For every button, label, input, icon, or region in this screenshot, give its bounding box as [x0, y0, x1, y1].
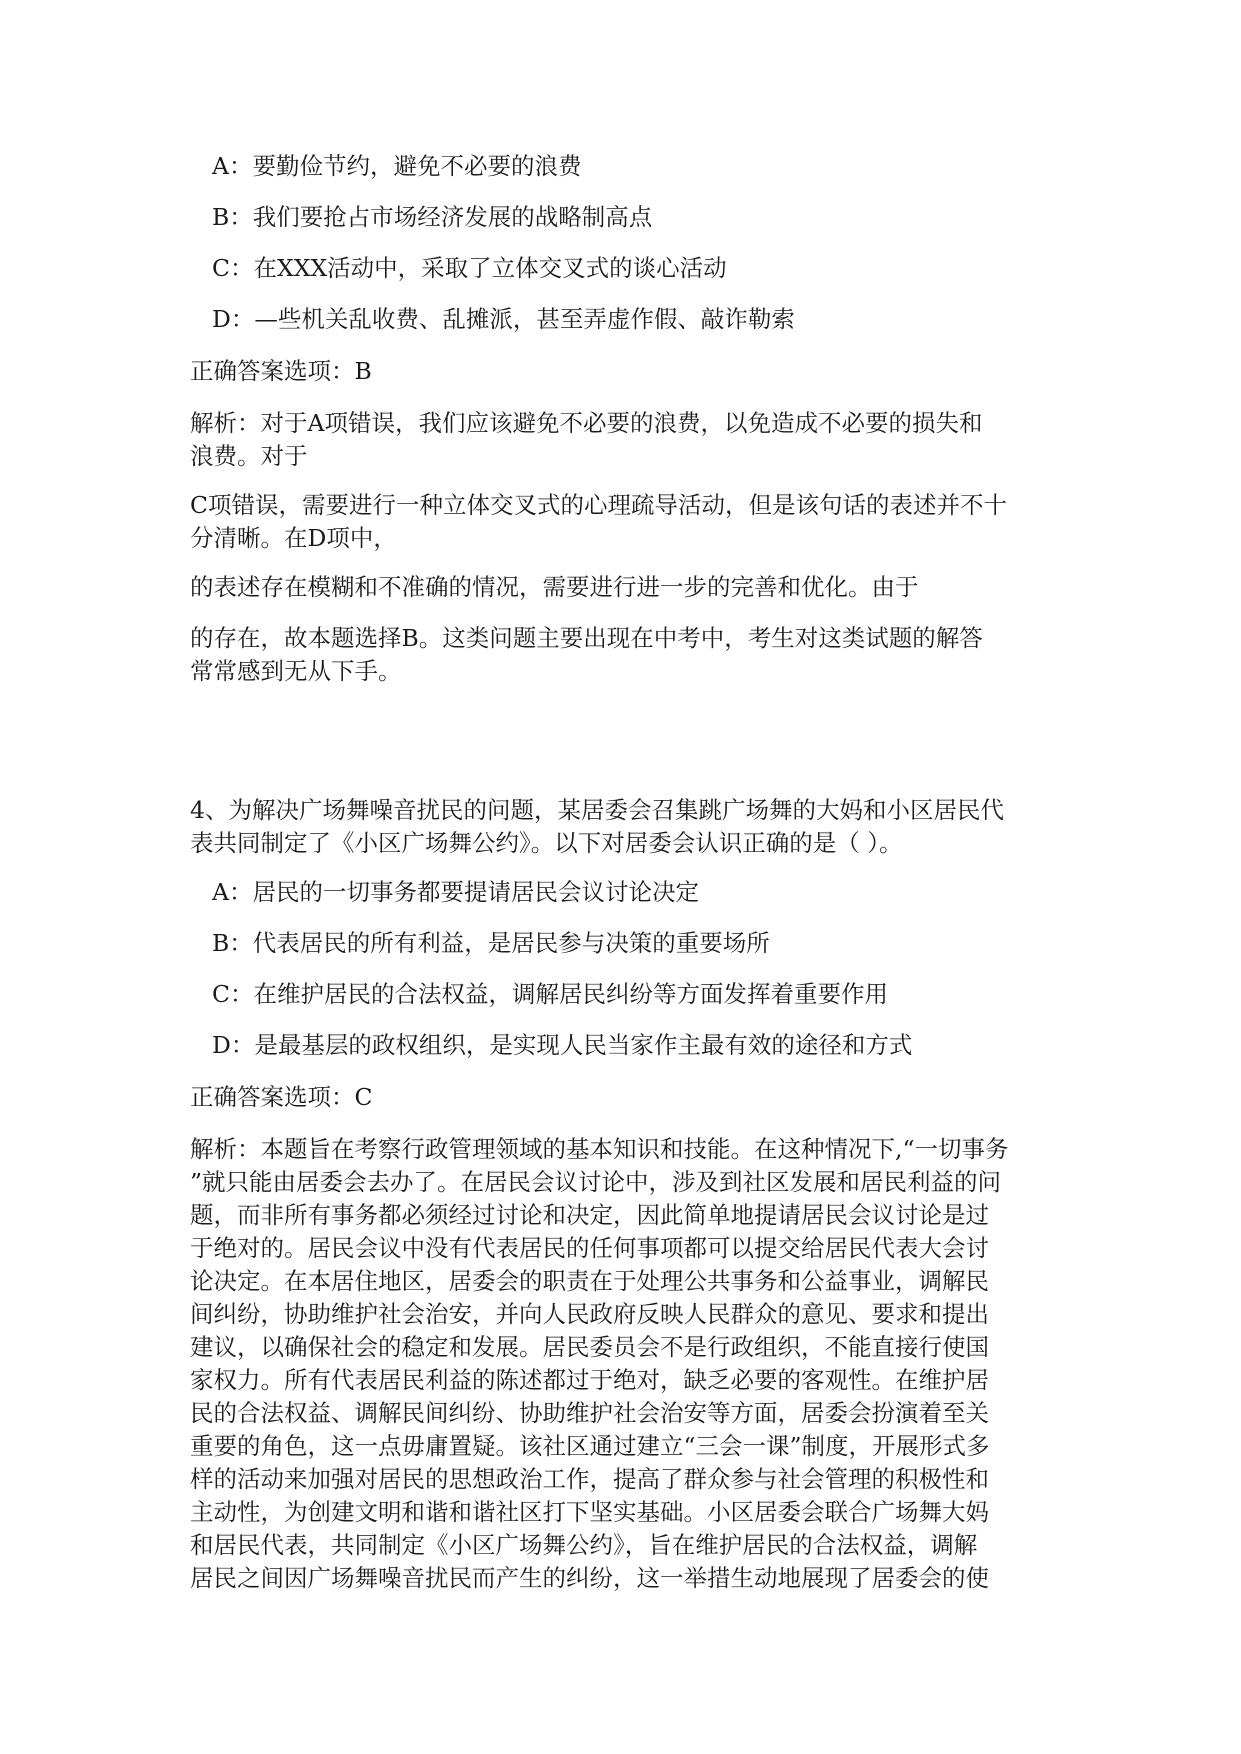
q4-question-line: 4、为解决广场舞噪音扰民的问题，某居委会召集跳广场舞的大妈和小区居民代 [190, 796, 1004, 824]
q4-analysis-line: 居民之间因广场舞噪音扰民而产生的纠纷，这一举措生动地展现了居委会的使 [190, 1564, 989, 1592]
q4-analysis-line: 主动性，为创建文明和谐和谐社区打下坚实基础。小区居委会联合广场舞大妈 [190, 1498, 989, 1526]
q4-question [190, 794, 1070, 860]
q3-analysis-paragraph [190, 622, 1070, 688]
q3-answer: 正确答案选项：B [190, 357, 372, 385]
q3-analysis-line: C项错误，需要进行一种立体交叉式的心理疏导活动，但是该句话的表述并不十 [190, 491, 1007, 519]
q4-option-d: D：是最基层的政权组织，是实现人民当家作主最有效的途径和方式 [212, 1031, 913, 1059]
q4-option-c: C：在维护居民的合法权益，调解居民纠纷等方面发挥着重要作用 [212, 980, 888, 1008]
q4-answer: 正确答案选项：C [190, 1083, 373, 1111]
q3-analysis-paragraph [190, 571, 1070, 604]
q3-analysis-line: 常常感到无从下手。 [190, 657, 402, 685]
q3-option-c: C：在XXX活动中，采取了立体交叉式的谈心活动 [212, 254, 727, 282]
q4-analysis-line: 民的合法权益、调解民间纠纷、协助维护社会治安等方面，居委会扮演着至关 [190, 1399, 989, 1427]
q4-analysis-line: 样的活动来加强对居民的思想政治工作，提高了群众参与社会管理的积极性和 [190, 1465, 989, 1493]
q4-analysis-line: 论决定。在本居住地区，居委会的职责在于处理公共事务和公益事业，调解民 [190, 1267, 989, 1295]
q3-option-a: A：要勤俭节约，避免不必要的浪费 [212, 152, 582, 180]
q3-analysis-line: 浪费。对于 [190, 442, 308, 470]
q4-analysis-line: 题，而非所有事务都必须经过讨论和决定，因此简单地提请居民会议讨论是过 [190, 1201, 989, 1229]
q3-analysis-line: 分清晰。在D项中， [190, 524, 397, 552]
q4-analysis-paragraph [190, 1133, 1070, 1595]
q3-analysis-paragraph [190, 489, 1070, 555]
q3-analysis-line: 的存在，故本题选择B。这类问题主要出现在中考中，考生对这类试题的解答 [190, 624, 983, 652]
q4-analysis-line: 间纠纷，协助维护社会治安，并向人民政府反映人民群众的意见、要求和提出 [190, 1300, 989, 1328]
q4-option-a: A：居民的一切事务都要提请居民会议讨论决定 [212, 878, 699, 906]
q4-analysis-line: 解析：本题旨在考察行政管理领域的基本知识和技能。在这种情况下,“一切事务 [190, 1135, 1009, 1163]
q4-analysis-line: 和居民代表，共同制定《小区广场舞公约》，旨在维护居民的合法权益，调解 [190, 1531, 978, 1559]
q4-analysis-line: ”就只能由居委会去办了。在居民会议讨论中，涉及到社区发展和居民利益的问 [190, 1168, 1002, 1196]
q3-analysis-line: 解析：对于A项错误，我们应该避免不必要的浪费，以免造成不必要的损失和 [190, 409, 983, 437]
q3-analysis-line: 的表述存在模糊和不准确的情况，需要进行进一步的完善和优化。由于 [190, 573, 919, 601]
q4-analysis-line: 重要的角色，这一点毋庸置疑。该社区通过建立“三会一课”制度，开展形式多 [190, 1432, 990, 1460]
q4-analysis-line: 建议，以确保社会的稳定和发展。居民委员会不是行政组织，不能直接行使国 [190, 1333, 989, 1361]
q3-analysis-paragraph [190, 407, 1070, 473]
q4-option-b: B：代表居民的所有利益，是居民参与决策的重要场所 [212, 929, 770, 957]
q4-question-line: 表共同制定了《小区广场舞公约》。以下对居委会认识正确的是（ ）。 [190, 829, 903, 857]
q4-analysis-line: 于绝对的。居民会议中没有代表居民的任何事项都可以提交给居民代表大会讨 [190, 1234, 989, 1262]
q3-option-d: D：—些机关乱收费、乱摊派，甚至弄虚作假、敲诈勒索 [212, 305, 795, 333]
q4-analysis-line: 家权力。所有代表居民利益的陈述都过于绝对，缺乏必要的客观性。在维护居 [190, 1366, 989, 1394]
q3-option-b: B：我们要抢占市场经济发展的战略制高点 [212, 203, 653, 231]
